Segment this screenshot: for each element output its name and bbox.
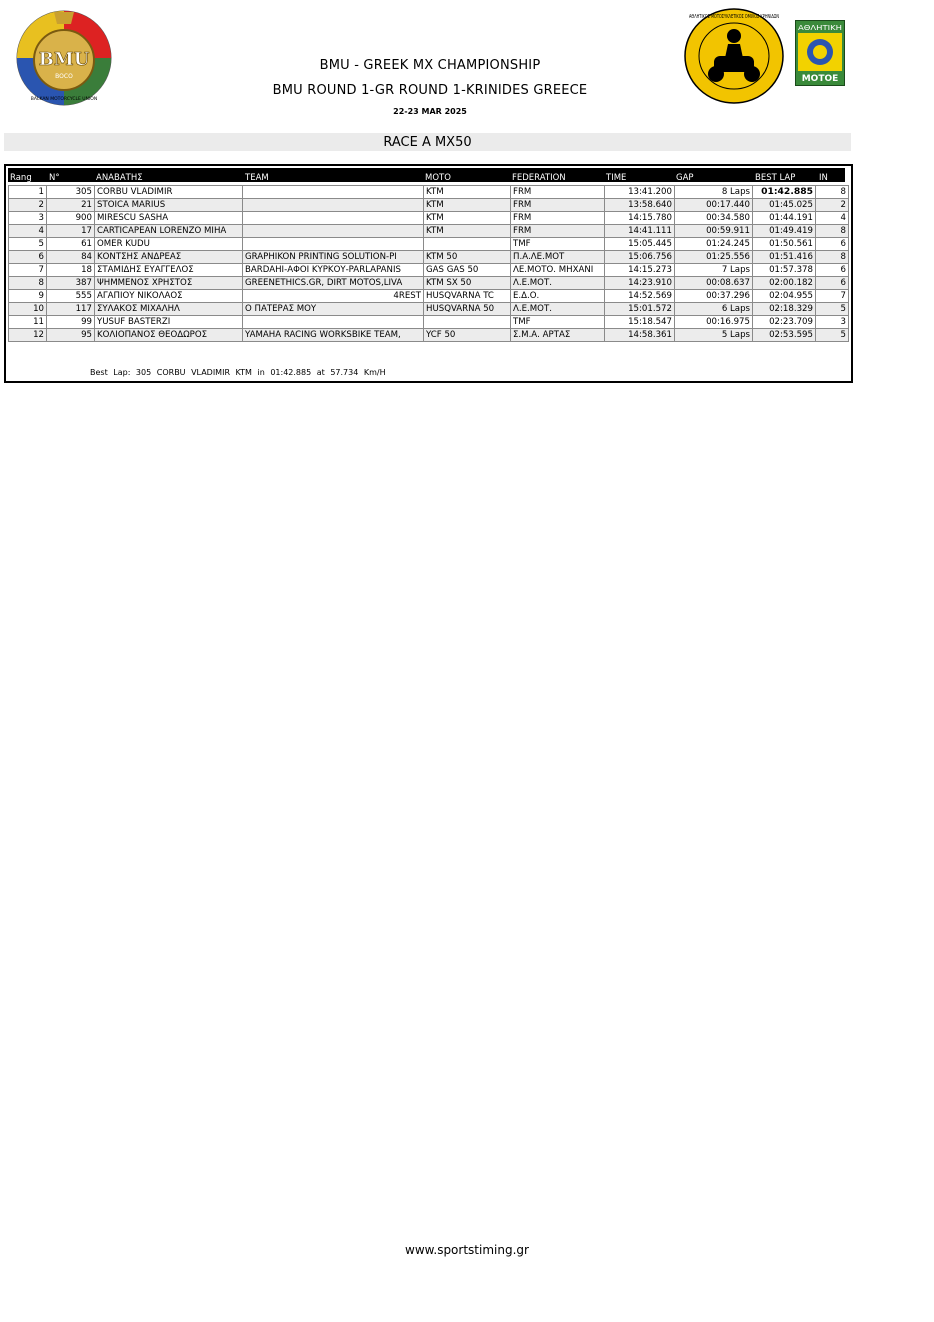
team-cell: GREENETHICS.GR, DIRT MOTOS,LIVA	[243, 277, 424, 290]
best-lap-summary: Best Lap: 305 CORBU VLADIMIR KTM in 01:42.885 at 57.734 Km/H	[90, 368, 386, 377]
moto-cell: GAS GAS 50	[424, 264, 511, 277]
rider-cell: ΚΟΝΤΣΗΣ ΑΝΔΡΕΑΣ	[95, 251, 243, 264]
col-team-header: TEAM	[245, 173, 269, 183]
federation-cell: TMF	[511, 238, 605, 251]
team-cell	[243, 238, 424, 251]
gap-cell: 8 Laps	[675, 186, 753, 199]
team-cell	[243, 225, 424, 238]
bestlap-cell: 02:18.329	[753, 303, 816, 316]
rank-cell: 5	[9, 238, 47, 251]
time-cell: 14:15.780	[605, 212, 675, 225]
time-cell: 15:18.547	[605, 316, 675, 329]
in-cell: 6	[816, 277, 849, 290]
team-cell	[243, 212, 424, 225]
num-cell: 305	[47, 186, 95, 199]
federation-cell: FRM	[511, 212, 605, 225]
bestlap-cell: 02:04.955	[753, 290, 816, 303]
bmu-logo-sub: BOCO	[55, 73, 73, 80]
col-num-header: N°	[49, 173, 60, 183]
col-gap-header: GAP	[676, 173, 694, 183]
rank-cell: 7	[9, 264, 47, 277]
bestlap-cell: 02:23.709	[753, 316, 816, 329]
table-row	[9, 212, 849, 225]
rider-cell: YUSUF BASTERZI	[95, 316, 243, 329]
results-table	[8, 185, 849, 342]
table-row	[9, 316, 849, 329]
gap-cell: 00:59.911	[675, 225, 753, 238]
results-header	[8, 168, 848, 182]
team-cell	[243, 186, 424, 199]
gap-cell: 00:17.440	[675, 199, 753, 212]
rank-cell: 10	[9, 303, 47, 316]
moto-cell: KTM	[424, 225, 511, 238]
num-cell: 17	[47, 225, 95, 238]
moto-cell: KTM	[424, 199, 511, 212]
col-rank-header: Rang	[10, 173, 32, 183]
federation-cell: FRM	[511, 199, 605, 212]
moto-cell: KTM 50	[424, 251, 511, 264]
table-row	[9, 277, 849, 290]
num-cell: 99	[47, 316, 95, 329]
time-cell: 14:52.569	[605, 290, 675, 303]
in-cell: 7	[816, 290, 849, 303]
moto-cell: KTM	[424, 186, 511, 199]
club-logo-ring-text: ΑΘΛΗΤΙΚΟΣ ΜΟΤΟΣΥΚΛΕΤΙΚΟΣ ΟΜΙΛΟΣ ΚΡΗΝΙΔΩΝ	[689, 14, 780, 20]
col-moto-header: MOTO	[425, 173, 451, 183]
rank-cell: 2	[9, 199, 47, 212]
moto-cell: HUSQVARNA 50	[424, 303, 511, 316]
col-time-header: TIME	[606, 173, 627, 183]
rider-cell: ΨΗΜΜΕΝΟΣ ΧΡΗΣΤΟΣ	[95, 277, 243, 290]
time-cell: 14:15.273	[605, 264, 675, 277]
rider-cell: ΑΓΑΠΙΟΥ ΝΙΚΟΛΑΟΣ	[95, 290, 243, 303]
moto-cell	[424, 316, 511, 329]
sport-logo-top-text: ΑΘΛΗΤΙΚΗ	[798, 24, 842, 32]
rider-cell: CARTICAPEAN LORENZO MIHA	[95, 225, 243, 238]
num-cell: 61	[47, 238, 95, 251]
num-cell: 84	[47, 251, 95, 264]
time-cell: 13:41.200	[605, 186, 675, 199]
time-cell: 15:05.445	[605, 238, 675, 251]
team-cell: YAMAHA RACING WORKSBIKE TEAM,	[243, 329, 424, 342]
footer-website: www.sportstiming.gr	[405, 1243, 529, 1257]
in-cell: 4	[816, 212, 849, 225]
header-divider	[845, 168, 848, 182]
moto-cell: KTM SX 50	[424, 277, 511, 290]
in-cell: 3	[816, 316, 849, 329]
event-date: 22-23 MAR 2025	[393, 107, 467, 116]
rider-cell: OMER KUDU	[95, 238, 243, 251]
rider-cell: STOICA MARIUS	[95, 199, 243, 212]
num-cell: 387	[47, 277, 95, 290]
table-row	[9, 238, 849, 251]
time-cell: 14:41.111	[605, 225, 675, 238]
bestlap-cell: 02:53.595	[753, 329, 816, 342]
rank-cell: 11	[9, 316, 47, 329]
round-title: BMU ROUND 1-GR ROUND 1-KRINIDES GREECE	[272, 83, 588, 98]
num-cell: 555	[47, 290, 95, 303]
moto-cell: KTM	[424, 212, 511, 225]
col-rider-header: ΑΝΑΒΑΤΗΣ	[96, 173, 143, 183]
gap-cell: 00:08.637	[675, 277, 753, 290]
moto-cell: YCF 50	[424, 329, 511, 342]
in-cell: 5	[816, 303, 849, 316]
in-cell: 2	[816, 199, 849, 212]
col-in-header: IN	[819, 173, 828, 183]
gap-cell: 01:25.556	[675, 251, 753, 264]
table-row	[9, 251, 849, 264]
gap-cell: 00:16.975	[675, 316, 753, 329]
federation-cell: FRM	[511, 225, 605, 238]
col-federation-header: FEDERATION	[512, 173, 566, 183]
table-row	[9, 225, 849, 238]
results-frame	[4, 164, 853, 383]
gap-cell: 00:34.580	[675, 212, 753, 225]
bmu-logo-icon	[14, 8, 114, 106]
bestlap-cell: 01:42.885	[753, 186, 816, 199]
table-row	[9, 199, 849, 212]
rank-cell: 3	[9, 212, 47, 225]
in-cell: 6	[816, 238, 849, 251]
time-cell: 14:58.361	[605, 329, 675, 342]
bestlap-cell: 01:57.378	[753, 264, 816, 277]
num-cell: 95	[47, 329, 95, 342]
col-bestlap-header: BEST LAP	[755, 173, 796, 183]
in-cell: 8	[816, 186, 849, 199]
rank-cell: 9	[9, 290, 47, 303]
table-row	[9, 290, 849, 303]
gap-cell: 01:24.245	[675, 238, 753, 251]
table-row	[9, 303, 849, 316]
time-cell: 15:06.756	[605, 251, 675, 264]
sport-logo-icon	[795, 20, 845, 86]
num-cell: 21	[47, 199, 95, 212]
time-cell: 13:58.640	[605, 199, 675, 212]
bestlap-cell: 01:45.025	[753, 199, 816, 212]
federation-cell: TMF	[511, 316, 605, 329]
team-cell: Ο ΠΑΤΕΡΑΣ ΜΟΥ	[243, 303, 424, 316]
team-cell: BARDAHI-ΑΦΟΙ ΚΥΡΚΟΥ-PARLAPANIS	[243, 264, 424, 277]
bestlap-cell: 01:51.416	[753, 251, 816, 264]
table-row	[9, 264, 849, 277]
moto-cell	[424, 238, 511, 251]
moto-cell: HUSQVARNA TC	[424, 290, 511, 303]
rider-cell: CORBU VLADIMIR	[95, 186, 243, 199]
gap-cell: 00:37.296	[675, 290, 753, 303]
rider-cell: MIRESCU SASHA	[95, 212, 243, 225]
bestlap-cell: 01:50.561	[753, 238, 816, 251]
bestlap-cell: 01:44.191	[753, 212, 816, 225]
table-row	[9, 329, 849, 342]
team-cell	[243, 199, 424, 212]
in-cell: 6	[816, 264, 849, 277]
rank-cell: 4	[9, 225, 47, 238]
race-title: RACE A MX50	[4, 133, 851, 151]
rank-cell: 1	[9, 186, 47, 199]
rider-cell: ΣΥΛΑΚΟΣ ΜΙΧΑΛΗΛ	[95, 303, 243, 316]
time-cell: 15:01.572	[605, 303, 675, 316]
gap-cell: 5 Laps	[675, 329, 753, 342]
in-cell: 5	[816, 329, 849, 342]
in-cell: 8	[816, 251, 849, 264]
bestlap-cell: 02:00.182	[753, 277, 816, 290]
bmu-logo-text: BMU	[38, 49, 90, 70]
num-cell: 117	[47, 303, 95, 316]
federation-cell: Λ.Ε.ΜΟΤ.	[511, 303, 605, 316]
team-cell	[243, 316, 424, 329]
table-row	[9, 186, 849, 199]
rider-cell: ΚΟΛΙΟΠΑΝΟΣ ΘΕΟΔΩΡΟΣ	[95, 329, 243, 342]
club-logo-icon	[684, 8, 784, 104]
bestlap-cell: 01:49.419	[753, 225, 816, 238]
team-cell: 4REST	[243, 290, 424, 303]
in-cell: 8	[816, 225, 849, 238]
sport-logo-bottom-text: ΜΟΤΟΕ	[801, 74, 839, 84]
federation-cell: FRM	[511, 186, 605, 199]
championship-title: BMU - GREEK MX CHAMPIONSHIP	[319, 58, 541, 73]
federation-cell: Σ.Μ.Α. ΑΡΤΑΣ	[511, 329, 605, 342]
rank-cell: 8	[9, 277, 47, 290]
bmu-logo-ring-text: BALKAN MOTORCYCLE UNION	[30, 97, 98, 102]
num-cell: 18	[47, 264, 95, 277]
federation-cell: Λ.Ε.ΜΟΤ.	[511, 277, 605, 290]
rank-cell: 6	[9, 251, 47, 264]
time-cell: 14:23.910	[605, 277, 675, 290]
rank-cell: 12	[9, 329, 47, 342]
rider-cell: ΣΤΑΜΙΔΗΣ ΕΥΑΓΓΕΛΟΣ	[95, 264, 243, 277]
team-cell: GRAPHIKON PRINTING SOLUTION-PI	[243, 251, 424, 264]
num-cell: 900	[47, 212, 95, 225]
federation-cell: Ε.Δ.Ο.	[511, 290, 605, 303]
gap-cell: 7 Laps	[675, 264, 753, 277]
federation-cell: ΛΕ.ΜΟΤΟ. ΜΗΧΑΝΙ	[511, 264, 605, 277]
federation-cell: Π.Α.ΛΕ.ΜΟΤ	[511, 251, 605, 264]
gap-cell: 6 Laps	[675, 303, 753, 316]
